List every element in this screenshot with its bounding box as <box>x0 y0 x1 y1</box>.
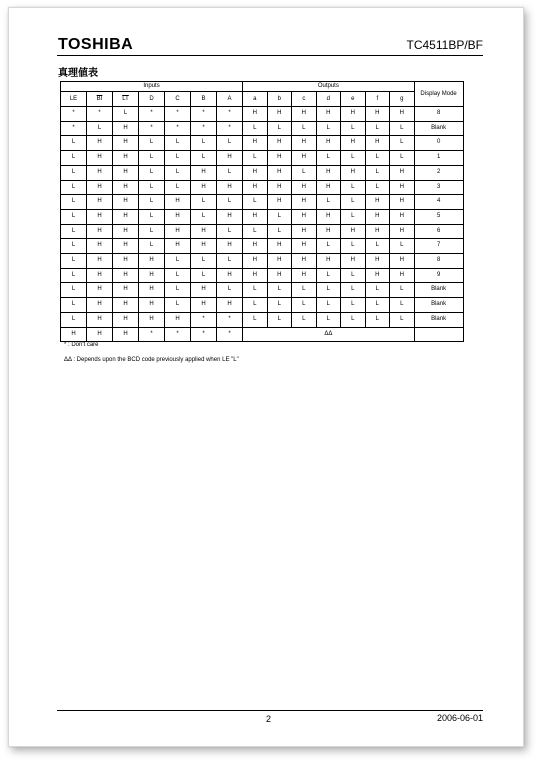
input-cell: * <box>87 107 113 122</box>
output-cell: H <box>292 151 317 166</box>
output-cell: H <box>390 268 415 283</box>
output-cell: L <box>365 283 390 298</box>
display-mode-cell: Blank <box>414 121 463 136</box>
input-cell: L <box>217 254 243 269</box>
notes <box>64 342 239 372</box>
output-cell: H <box>243 107 268 122</box>
input-cell: H <box>113 312 139 327</box>
input-cell: H <box>113 283 139 298</box>
output-cell: L <box>243 195 268 210</box>
output-cell: H <box>365 268 390 283</box>
input-cell: H <box>139 268 165 283</box>
input-cell: H <box>191 283 217 298</box>
output-cell: L <box>365 151 390 166</box>
input-cell: H <box>165 209 191 224</box>
output-cell: L <box>365 239 390 254</box>
output-cell: L <box>267 121 292 136</box>
input-cell: H <box>139 312 165 327</box>
output-cell: L <box>365 180 390 195</box>
output-cell: H <box>292 268 317 283</box>
input-cell: H <box>191 165 217 180</box>
truth-table-last-row-group <box>61 327 464 342</box>
input-cell: L <box>61 180 87 195</box>
input-cell: L <box>61 209 87 224</box>
display-mode-cell: Blank <box>414 298 463 313</box>
output-cell: H <box>267 195 292 210</box>
output-cell: L <box>316 121 341 136</box>
col-header-d: D <box>139 92 165 107</box>
output-cell: L <box>267 312 292 327</box>
output-cell: L <box>365 121 390 136</box>
output-cell: L <box>365 165 390 180</box>
output-cell: L <box>390 312 415 327</box>
document-page <box>8 7 524 747</box>
input-cell: L <box>217 283 243 298</box>
display-mode-cell: 5 <box>414 209 463 224</box>
col-header-c: C <box>165 92 191 107</box>
output-cell: H <box>341 254 366 269</box>
output-cell: L <box>316 298 341 313</box>
input-cell: H <box>165 224 191 239</box>
col-header-out-e: e <box>341 92 366 107</box>
table-row <box>61 209 464 224</box>
input-cell: L <box>165 136 191 151</box>
col-header-out-c: c <box>292 92 317 107</box>
note-dont-care: * : Don't care <box>64 342 99 348</box>
output-cell: H <box>390 165 415 180</box>
output-cell: H <box>365 224 390 239</box>
input-cell: L <box>113 107 139 122</box>
brand-logo: TOSHIBA <box>58 36 134 53</box>
input-cell: * <box>217 107 243 122</box>
output-cell: H <box>316 209 341 224</box>
output-cell: L <box>341 268 366 283</box>
display-mode-cell: 3 <box>414 180 463 195</box>
table-row <box>61 151 464 166</box>
output-cell: L <box>267 298 292 313</box>
col-header-out-b: b <box>267 92 292 107</box>
input-cell: L <box>165 180 191 195</box>
input-cell: * <box>191 312 217 327</box>
merged-outputs-cell: ΔΔ <box>243 327 415 342</box>
input-cell: L <box>87 121 113 136</box>
input-cell: H <box>217 268 243 283</box>
table-row <box>61 239 464 254</box>
input-cell: H <box>113 268 139 283</box>
input-cell: L <box>165 298 191 313</box>
col-header-lt: $\overline{LT}$ <box>113 92 139 107</box>
output-cell: L <box>341 151 366 166</box>
input-cell: H <box>165 239 191 254</box>
part-number: TC4511BP/BF <box>406 38 483 52</box>
output-cell: H <box>243 268 268 283</box>
output-cell: L <box>390 151 415 166</box>
output-cell: L <box>243 283 268 298</box>
input-cell: H <box>217 151 243 166</box>
display-mode-cell: 9 <box>414 268 463 283</box>
input-cell: H <box>87 283 113 298</box>
table-cell: * <box>139 327 165 342</box>
table-row <box>61 224 464 239</box>
input-cell: L <box>139 151 165 166</box>
col-header-out-a: a <box>243 92 268 107</box>
input-cell: H <box>139 283 165 298</box>
input-cell: L <box>61 165 87 180</box>
output-cell: H <box>341 136 366 151</box>
output-cell: H <box>341 107 366 122</box>
input-cell: L <box>217 224 243 239</box>
output-cell: H <box>365 209 390 224</box>
input-cell: L <box>139 136 165 151</box>
output-cell: H <box>390 180 415 195</box>
input-cell: H <box>113 151 139 166</box>
input-cell: H <box>87 195 113 210</box>
output-cell: L <box>243 312 268 327</box>
output-cell: H <box>292 195 317 210</box>
input-cell: * <box>165 107 191 122</box>
output-cell: L <box>316 283 341 298</box>
input-cell: L <box>61 151 87 166</box>
output-cell: L <box>390 239 415 254</box>
input-cell: L <box>191 268 217 283</box>
input-cell: * <box>139 107 165 122</box>
table-cell: * <box>165 327 191 342</box>
output-cell: L <box>292 312 317 327</box>
output-cell: L <box>390 136 415 151</box>
input-cell: H <box>87 312 113 327</box>
input-cell: L <box>191 151 217 166</box>
input-cell: H <box>217 180 243 195</box>
col-header-out-g: g <box>390 92 415 107</box>
input-cell: H <box>87 165 113 180</box>
input-cell: L <box>61 239 87 254</box>
output-cell: L <box>341 283 366 298</box>
output-cell: L <box>267 283 292 298</box>
output-cell: H <box>267 136 292 151</box>
input-cell: * <box>217 121 243 136</box>
truth-table <box>60 81 464 342</box>
input-cell: L <box>61 283 87 298</box>
output-cell: H <box>316 180 341 195</box>
output-cell: H <box>341 224 366 239</box>
input-cell: L <box>217 136 243 151</box>
col-header-out-d: d <box>316 92 341 107</box>
table-cell: H <box>61 327 87 342</box>
output-cell: L <box>316 312 341 327</box>
col-header-out-f: f <box>365 92 390 107</box>
table-row <box>61 107 464 122</box>
output-cell: H <box>243 165 268 180</box>
input-cell: H <box>87 136 113 151</box>
output-cell: H <box>267 165 292 180</box>
display-mode-cell: 8 <box>414 107 463 122</box>
output-cell: H <box>243 180 268 195</box>
input-cell: H <box>191 180 217 195</box>
input-cell: H <box>87 224 113 239</box>
input-cell: H <box>87 209 113 224</box>
output-cell: H <box>365 136 390 151</box>
table-cell: * <box>217 327 243 342</box>
input-cell: L <box>139 165 165 180</box>
output-cell: H <box>267 151 292 166</box>
input-cell: L <box>61 312 87 327</box>
output-cell: H <box>316 224 341 239</box>
output-cell: L <box>243 224 268 239</box>
output-cell: H <box>292 224 317 239</box>
input-cell: L <box>139 180 165 195</box>
output-cell: H <box>243 239 268 254</box>
output-cell: L <box>341 312 366 327</box>
output-cell: H <box>390 224 415 239</box>
input-cell: L <box>165 254 191 269</box>
input-cell: L <box>61 268 87 283</box>
output-cell: L <box>365 298 390 313</box>
table-row-latch <box>61 327 464 342</box>
input-cell: * <box>191 121 217 136</box>
output-cell: H <box>243 136 268 151</box>
output-cell: H <box>341 165 366 180</box>
input-cell: H <box>87 298 113 313</box>
output-cell: L <box>316 239 341 254</box>
input-cell: H <box>113 224 139 239</box>
input-cell: L <box>139 224 165 239</box>
output-cell: H <box>316 254 341 269</box>
input-cell: H <box>191 298 217 313</box>
note-depends: ΔΔ : Depends upon the BCD code previously applied when LE "L" <box>64 357 239 363</box>
output-cell: H <box>267 268 292 283</box>
output-cell: L <box>243 121 268 136</box>
input-cell: H <box>139 254 165 269</box>
table-row <box>61 121 464 136</box>
input-cell: * <box>191 107 217 122</box>
output-cell: H <box>267 107 292 122</box>
output-cell: H <box>292 254 317 269</box>
display-mode-cell <box>414 327 463 342</box>
input-cell: L <box>61 298 87 313</box>
display-mode-cell: Blank <box>414 312 463 327</box>
output-cell: L <box>390 121 415 136</box>
output-cell: L <box>292 165 317 180</box>
input-cell: H <box>217 209 243 224</box>
col-header-le: LE <box>61 92 87 107</box>
output-cell: L <box>341 180 366 195</box>
display-mode-cell: 0 <box>414 136 463 151</box>
output-cell: L <box>243 298 268 313</box>
footer-rule <box>57 710 483 711</box>
output-cell: H <box>243 254 268 269</box>
display-mode-header: Display Mode <box>414 82 463 107</box>
output-cell: H <box>365 107 390 122</box>
input-cell: L <box>61 254 87 269</box>
table-cell: H <box>113 327 139 342</box>
table-cell: * <box>191 327 217 342</box>
input-cell: L <box>139 195 165 210</box>
output-cell: H <box>292 107 317 122</box>
input-cell: * <box>61 121 87 136</box>
output-cell: H <box>365 254 390 269</box>
output-cell: H <box>292 239 317 254</box>
table-row <box>61 254 464 269</box>
output-cell: L <box>341 298 366 313</box>
col-header-bi: $\overline{BI}$ <box>87 92 113 107</box>
output-cell: L <box>267 209 292 224</box>
output-cell: L <box>292 283 317 298</box>
input-cell: L <box>217 195 243 210</box>
output-cell: H <box>390 107 415 122</box>
output-cell: H <box>292 136 317 151</box>
input-cell: L <box>191 195 217 210</box>
page-number: 2 <box>266 714 272 724</box>
output-cell: H <box>292 209 317 224</box>
output-cell: L <box>341 195 366 210</box>
table-row <box>61 195 464 210</box>
output-cell: L <box>365 312 390 327</box>
output-cell: L <box>341 121 366 136</box>
document-date: 2006-06-01 <box>436 713 483 723</box>
display-mode-cell: Blank <box>414 283 463 298</box>
input-cell: L <box>165 165 191 180</box>
table-row <box>61 298 464 313</box>
input-cell: H <box>113 298 139 313</box>
table-row <box>61 312 464 327</box>
input-cell: H <box>165 195 191 210</box>
input-cell: H <box>87 151 113 166</box>
output-cell: H <box>365 195 390 210</box>
output-cell: H <box>316 107 341 122</box>
input-cell: H <box>113 136 139 151</box>
input-cell: H <box>87 268 113 283</box>
output-cell: L <box>390 298 415 313</box>
input-cell: * <box>139 121 165 136</box>
input-cell: * <box>217 312 243 327</box>
input-cell: L <box>165 283 191 298</box>
input-cell: * <box>61 107 87 122</box>
output-cell: L <box>267 224 292 239</box>
input-cell: H <box>113 239 139 254</box>
display-mode-cell: 2 <box>414 165 463 180</box>
output-cell: L <box>243 151 268 166</box>
input-cell: L <box>61 224 87 239</box>
truth-table-body <box>61 107 464 328</box>
col-header-a: A <box>217 92 243 107</box>
input-cell: L <box>61 136 87 151</box>
output-cell: H <box>390 254 415 269</box>
input-cell: L <box>139 209 165 224</box>
input-cell: * <box>165 121 191 136</box>
input-cell: H <box>217 239 243 254</box>
inputs-group-header: Inputs <box>61 82 243 92</box>
display-mode-cell: 4 <box>414 195 463 210</box>
table-row <box>61 283 464 298</box>
output-cell: H <box>292 180 317 195</box>
table-cell: H <box>87 327 113 342</box>
output-cell: L <box>316 151 341 166</box>
input-cell: H <box>113 254 139 269</box>
display-mode-cell: 6 <box>414 224 463 239</box>
input-cell: H <box>113 180 139 195</box>
output-cell: L <box>316 195 341 210</box>
input-cell: L <box>139 239 165 254</box>
input-cell: H <box>191 239 217 254</box>
output-cell: H <box>243 209 268 224</box>
input-cell: L <box>165 151 191 166</box>
table-row <box>61 136 464 151</box>
table-row <box>61 165 464 180</box>
output-cell: L <box>341 239 366 254</box>
input-cell: H <box>139 298 165 313</box>
output-cell: H <box>390 195 415 210</box>
output-cell: L <box>292 121 317 136</box>
output-cell: H <box>267 254 292 269</box>
output-cell: H <box>267 180 292 195</box>
output-cell: H <box>267 239 292 254</box>
output-cell: L <box>390 283 415 298</box>
input-cell: H <box>87 180 113 195</box>
input-cell: H <box>191 224 217 239</box>
section-title: 真理値表 <box>58 68 98 79</box>
input-cell: H <box>113 195 139 210</box>
input-cell: H <box>87 239 113 254</box>
input-cell: H <box>217 298 243 313</box>
input-cell: H <box>165 312 191 327</box>
col-header-b: B <box>191 92 217 107</box>
input-cell: H <box>113 209 139 224</box>
table-row <box>61 268 464 283</box>
input-cell: H <box>87 254 113 269</box>
input-cell: L <box>191 254 217 269</box>
output-cell: H <box>390 209 415 224</box>
output-cell: L <box>316 268 341 283</box>
input-cell: H <box>113 165 139 180</box>
input-cell: L <box>191 136 217 151</box>
input-cell: L <box>61 195 87 210</box>
outputs-group-header: Outputs <box>243 82 415 92</box>
header-rule <box>57 55 483 56</box>
input-cell: H <box>113 121 139 136</box>
display-mode-cell: 1 <box>414 151 463 166</box>
input-cell: L <box>217 165 243 180</box>
output-cell: L <box>341 209 366 224</box>
display-mode-cell: 8 <box>414 254 463 269</box>
input-cell: L <box>191 209 217 224</box>
output-cell: H <box>316 136 341 151</box>
input-cell: L <box>165 268 191 283</box>
display-mode-cell: 7 <box>414 239 463 254</box>
output-cell: L <box>292 298 317 313</box>
table-row <box>61 180 464 195</box>
output-cell: H <box>316 165 341 180</box>
